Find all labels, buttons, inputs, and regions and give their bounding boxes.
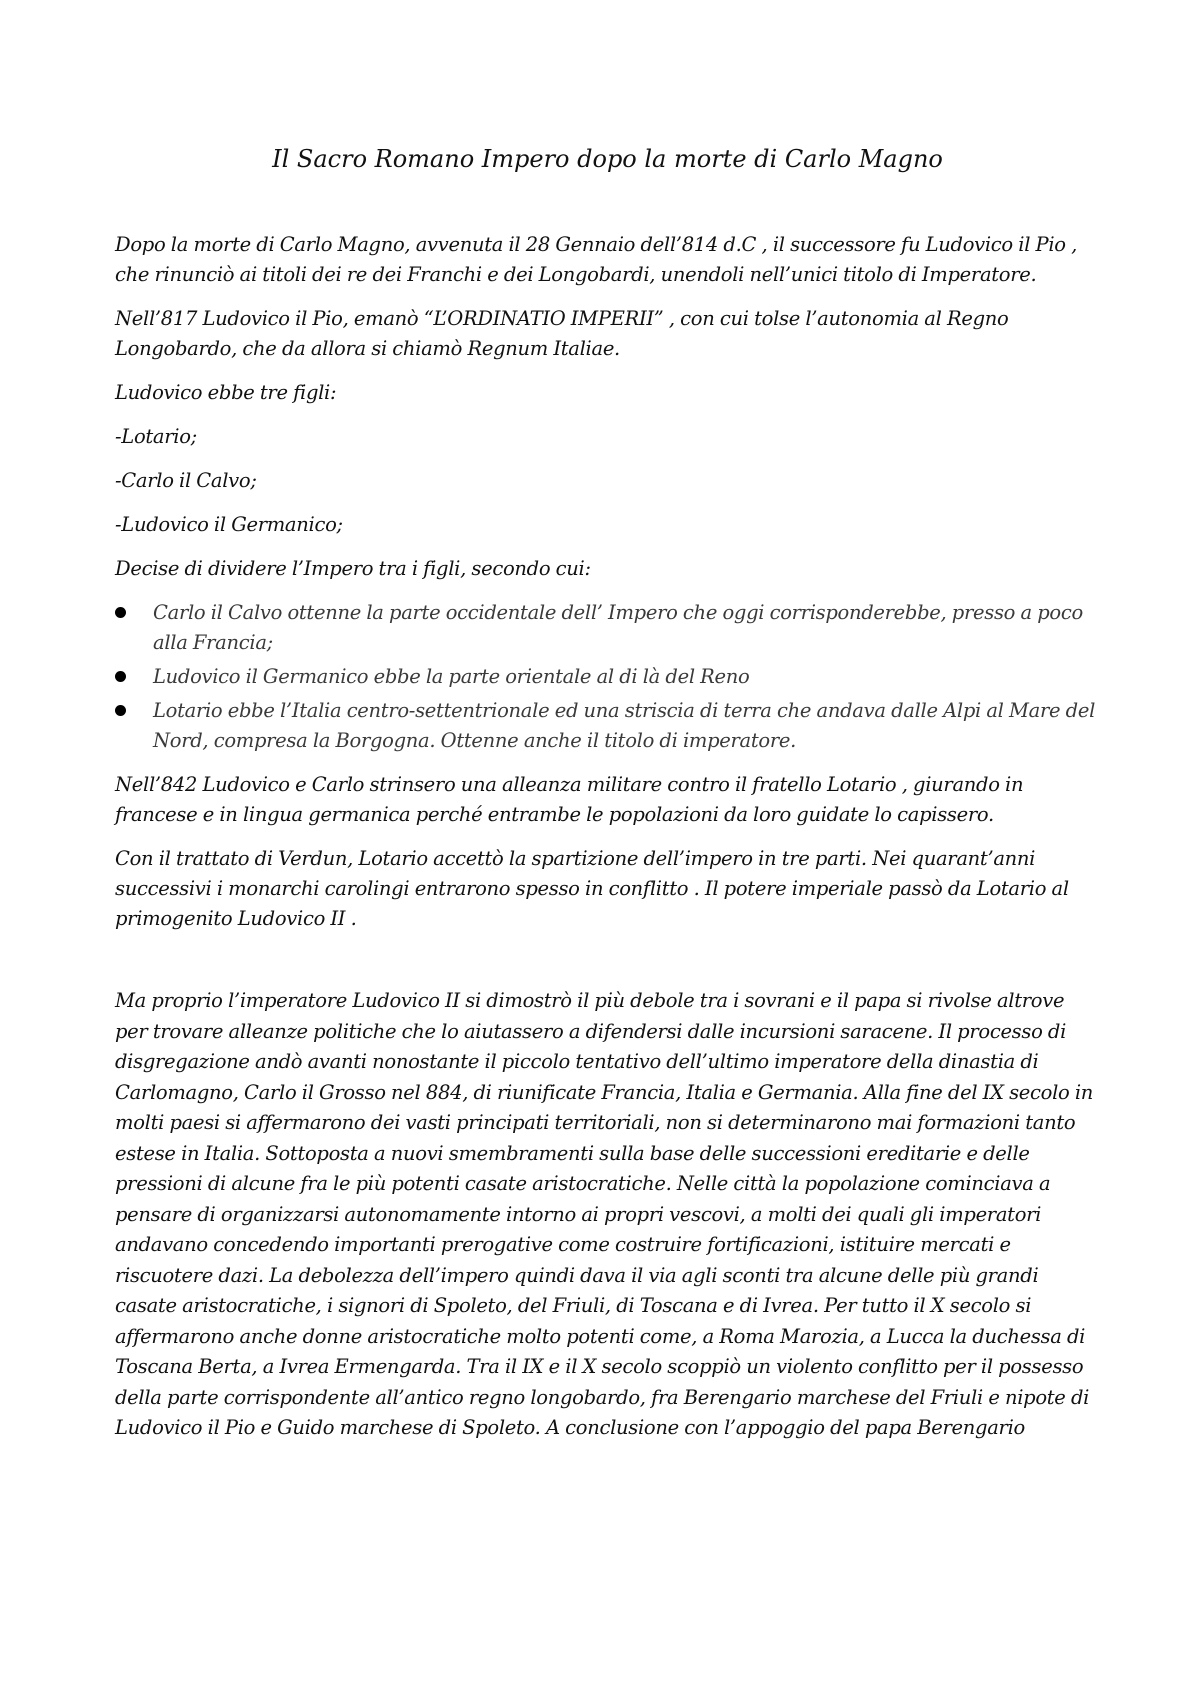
paragraph-succession: Dopo la morte di Carlo Magno, avvenuta il 28 Gennaio dell’814 d.C , il successore fu Ludovico il Pio , che rinunciò ai titoli dei re dei Franchi e dei Longobardi, unendoli nell’unici titolo di Imperatore. xyxy=(115,233,1078,286)
bullet-dot-icon xyxy=(115,705,126,716)
bullet-dot-icon xyxy=(115,607,126,618)
paragraph-ordinatio: Nell’817 Ludovico il Pio, emanò “L’ORDINATIO IMPERII” , con cui tolse l’autonomia al Regno Longobardo, che da allora si chiamò Regnum Italiae. xyxy=(115,307,1009,360)
paragraph-disintegration: Ma proprio l’imperatore Ludovico II si dimostrò il più debole tra i sovrani e il papa si rivolse altrove per trovare alleanze politiche che lo aiutassero a difendersi dalle incursioni saracene. Il processo di disgregazione andò avanti nonostante il piccolo tentativo dell’ultimo imperatore della dinastia di Carlomagno, Carlo il Grosso nel 884, di riunificate Francia, Italia e Germania. Alla fine del IX secolo in molti paesi si affermarono dei vasti principati territoriali, non si determinarono mai formazioni tanto estese in Italia. Sottoposta a nuovi smembramenti sulla base delle successioni ereditarie e delle pressioni di alcune fra le più potenti casate aristocratiche. Nelle città la popolazione cominciava a pensare di organizzarsi autonomamente intorno ai propri vescovi, a molti dei quali gli imperatori andavano concedendo importanti prerogative come costruire fortificazioni, istituire mercati e riscuotere dazi. La debolezza dell’impero quindi dava il via agli sconti tra alcune delle più grandi casate aristocratiche, i signori di Spoleto, del Friuli, di Toscana e di Ivrea. Per tutto il X secolo si affermarono anche donne aristocratiche molto potenti come, a Roma Marozia, a Lucca la duchessa di Toscana Berta, a Ivrea Ermengarda. Tra il IX e il X secolo scoppiò un violento conflitto per il possesso della parte corrispondente all’antico regno longobardo, fra Berengario marchese del Friuli e nipote di Ludovico il Pio e Guido marchese di Spoleto. A conclusione con l’appoggio del papa Berengario xyxy=(115,989,1094,1439)
bullet-item-lotario xyxy=(115,696,1100,756)
document-body xyxy=(115,144,1100,1458)
paragraph-alliance: Nell’842 Ludovico e Carlo strinsero una alleanza militare contro il fratello Lotario , giurando in francese e in lingua germanica perché entrambe le popolazioni da loro guidate lo capissero. xyxy=(115,773,1024,826)
bullet-text: Ludovico il Germanico ebbe la parte orientale al di là del Reno xyxy=(153,665,750,688)
son-lotario: -Lotario; xyxy=(115,425,197,448)
bullet-text: Lotario ebbe l’Italia centro-settentrionale ed una striscia di terra che andava dalle Alpi al Mare del Nord, compresa la Borgogna. Ottenne anche il titolo di imperatore. xyxy=(153,699,1096,752)
bullet-dot-icon xyxy=(115,671,126,682)
son-ludovico: -Ludovico il Germanico; xyxy=(115,513,343,536)
paragraph-verdun: Con il trattato di Verdun, Lotario accettò la spartizione dell’impero in tre parti. Nei quarant’anni successivi i monarchi carolingi entrarono spesso in conflitto . Il potere imperiale passò da Lotario al primogenito Ludovico II . xyxy=(115,847,1069,930)
bullet-item-ludovico xyxy=(115,662,1100,692)
document-title: Il Sacro Romano Impero dopo la morte di Carlo Magno xyxy=(272,145,943,173)
bullet-text: Carlo il Calvo ottenne la parte occidentale dell’ Impero che oggi corrisponderebbe, presso a poco alla Francia; xyxy=(153,601,1083,654)
son-carlo: -Carlo il Calvo; xyxy=(115,469,257,492)
paragraph-division: Decise di dividere l’Impero tra i figli, secondo cui: xyxy=(115,557,591,580)
bullet-item-carlo xyxy=(115,598,1100,658)
paragraph-three-sons: Ludovico ebbe tre figli: xyxy=(115,381,337,404)
division-bullet-list xyxy=(115,598,1100,756)
